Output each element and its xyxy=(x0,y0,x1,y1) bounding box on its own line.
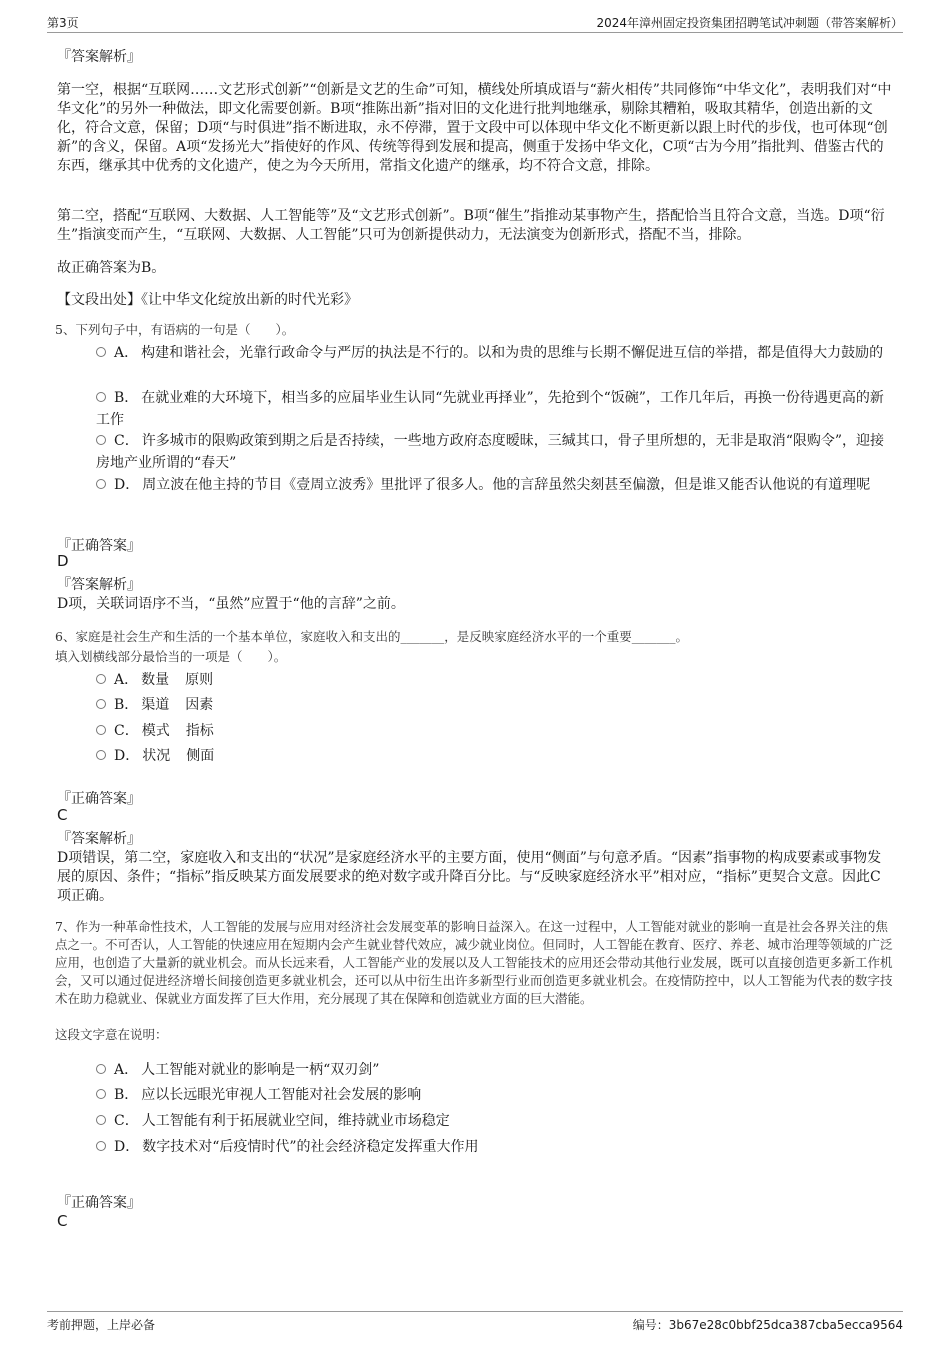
document-code: 编号：3b67e28c0bbf25dca387cba5ecca9564 xyxy=(632,1318,903,1332)
q4-explain-para2: 第二空，搭配“互联网、大数据、人工智能等”及“文艺形式创新”。B项“催生”指推动某事物产生，搭配恰当且符合文意，当选。D项“衍生”指演变而产生，“互联网、大数据、人工智能”只可为创新提供动力，无法演变为创新形式，搭配不当，排除。 xyxy=(57,208,885,243)
q4-source: 【文段出处】《让中华文化绽放出新的时代光彩》 xyxy=(57,292,358,308)
q7-option-a[interactable]: A． 人工智能对就业的影响是一柄“双刃剑” xyxy=(96,1059,896,1081)
q5-answer-label: 『正确答案』 xyxy=(57,538,141,554)
q7-prompt: 这段文字意在说明： xyxy=(55,1027,168,1042)
radio-icon[interactable] xyxy=(96,392,106,402)
radio-icon[interactable] xyxy=(96,725,106,735)
radio-icon[interactable] xyxy=(96,435,106,445)
q4-conclusion: 故正确答案为B。 xyxy=(57,260,166,276)
radio-icon[interactable] xyxy=(96,1064,106,1074)
q7-stem: 7、作为一种革命性技术，人工智能的发展与应用对经济社会发展变革的影响日益深入。在这一过程中，人工智能对就业的影响一直是社会各界关注的焦点之一。不可否认，人工智能的快速应用在短期内会产生就业替代效应，减少就业岗位。但同时，人工智能在教育、医疗、养老、城市治理等领域的广泛应用，也创造了大量新的就业机会。而从长远来看，人工智能产业的发展以及人工智能技术的应用还会带动其他行业发展，既可以直接创造更多新工作机会，又可以通过促进经济增长间接创造更多就业机会，还可以从中衍生出许多新型行业而创造更多就业机会。在疫情防控中，以人工智能为代表的数字技术在助力稳就业、保就业方面发挥了巨大作用，充分展现了其在保障和创造就业方面的巨大潜能。 xyxy=(55,919,893,1006)
radio-icon[interactable] xyxy=(96,699,106,709)
q7-option-b[interactable]: B． 应以长远眼光审视人工智能对社会发展的影响 xyxy=(96,1084,896,1106)
page-footer xyxy=(47,1311,903,1334)
q5-explain-label: 『答案解析』 xyxy=(57,577,141,593)
q6-explain-label: 『答案解析』 xyxy=(57,831,141,847)
radio-icon[interactable] xyxy=(96,1089,106,1099)
q5-option-b[interactable]: B． 在就业难的大环境下，相当多的应届毕业生认同“先就业再择业”，先抢到个“饭碗”，工作几年后，再换一份待遇更高的新工作 xyxy=(96,390,884,428)
q5-option-d[interactable]: D． 周立波在他主持的节目《壹周立波秀》里批评了很多人。他的言辞虽然尖刻甚至偏激，但是谁又能否认他说的有道理呢 xyxy=(96,474,896,496)
radio-icon[interactable] xyxy=(96,674,106,684)
q6-option-a[interactable]: A． 数量 原则 xyxy=(96,669,896,691)
q7-answer: C xyxy=(57,1212,68,1230)
q4-explain-label: 『答案解析』 xyxy=(57,49,141,65)
q6-option-b[interactable]: B． 渠道 因素 xyxy=(96,694,896,716)
q6-answer-label: 『正确答案』 xyxy=(57,791,141,807)
radio-icon[interactable] xyxy=(96,1141,106,1151)
q5-option-c[interactable]: C． 许多城市的限购政策到期之后是否持续，一些地方政府态度暧昧，三缄其口，骨子里所想的，无非是取消“限购令”，迎接房地产业所谓的“春天” xyxy=(96,433,885,471)
q5-answer: D xyxy=(57,552,69,570)
q6-option-c[interactable]: C． 模式 指标 xyxy=(96,720,896,742)
q6-answer: C xyxy=(57,806,68,824)
q7-option-d[interactable]: D． 数字技术对“后疫情时代”的社会经济稳定发挥重大作用 xyxy=(96,1136,896,1158)
q5-stem: 5、下列句子中，有语病的一句是（ ）。 xyxy=(55,322,295,337)
page-header xyxy=(47,12,903,33)
q6-option-d[interactable]: D． 状况 侧面 xyxy=(96,745,896,767)
radio-icon[interactable] xyxy=(96,1115,106,1125)
q5-option-a[interactable]: A． 构建和谐社会，光靠行政命令与严厉的执法是不行的。以和为贵的思维与长期不懈促进互信的举措，都是值得大力鼓励的 xyxy=(96,342,896,364)
radio-icon[interactable] xyxy=(96,750,106,760)
q6-stem: 6、家庭是社会生产和生活的一个基本单位，家庭收入和支出的_______，是反映家庭经济水平的一个重要_______。 xyxy=(55,629,688,644)
page-number: 第3页 xyxy=(47,16,79,30)
q4-explain-para1: 第一空，根据“互联网……文艺形式创新”“创新是文艺的生命”可知，横线处所填成语与“薪火相传”共同修饰“中华文化”，表明我们对“中华文化”的另外一种做法，即文化需要创新。B项“推陈出新”指对旧的文化进行批判地继承，剔除其糟粕，吸取其精华，创造出新的文化，符合文意，保留；D项“与时俱进”指不断进取，永不停滞，置于文段中可以体现中华文化不断更新以跟上时代的步伐，也可体现“创新”的含义，保留。A项“发扬光大”指使好的作风、传统等得到发展和提高，侧重于发扬中华文化，C项“古为今用”指批判、借鉴古代的东西，继承其中优秀的文化遗产，使之为今天所用，常指文化遗产的继承，均不符合文意，排除。 xyxy=(57,82,892,174)
q6-explanation: D项错误，第二空，家庭收入和支出的“状况”是家庭经济水平的主要方面，使用“侧面”与句意矛盾。“因素”指事物的构成要素或事物发展的原因、条件；“指标”指反映某方面发展要求的绝对数字或升降百分比。与“反映家庭经济水平”相对应，“指标”更契合文意。因此C项正确。 xyxy=(57,850,882,904)
document-title: 2024年漳州固定投资集团招聘笔试冲刺题（带答案解析） xyxy=(596,16,903,30)
q5-explanation: D项，关联词语序不当，“虽然”应置于“他的言辞”之前。 xyxy=(57,596,405,612)
q7-option-c[interactable]: C． 人工智能有利于拓展就业空间，维持就业市场稳定 xyxy=(96,1110,896,1132)
q6-instruction: 填入划横线部分最恰当的一项是（ ）。 xyxy=(55,649,287,664)
radio-icon[interactable] xyxy=(96,347,106,357)
radio-icon[interactable] xyxy=(96,479,106,489)
q7-answer-label: 『正确答案』 xyxy=(57,1195,141,1211)
footer-slogan: 考前押题，上岸必备 xyxy=(47,1318,156,1332)
